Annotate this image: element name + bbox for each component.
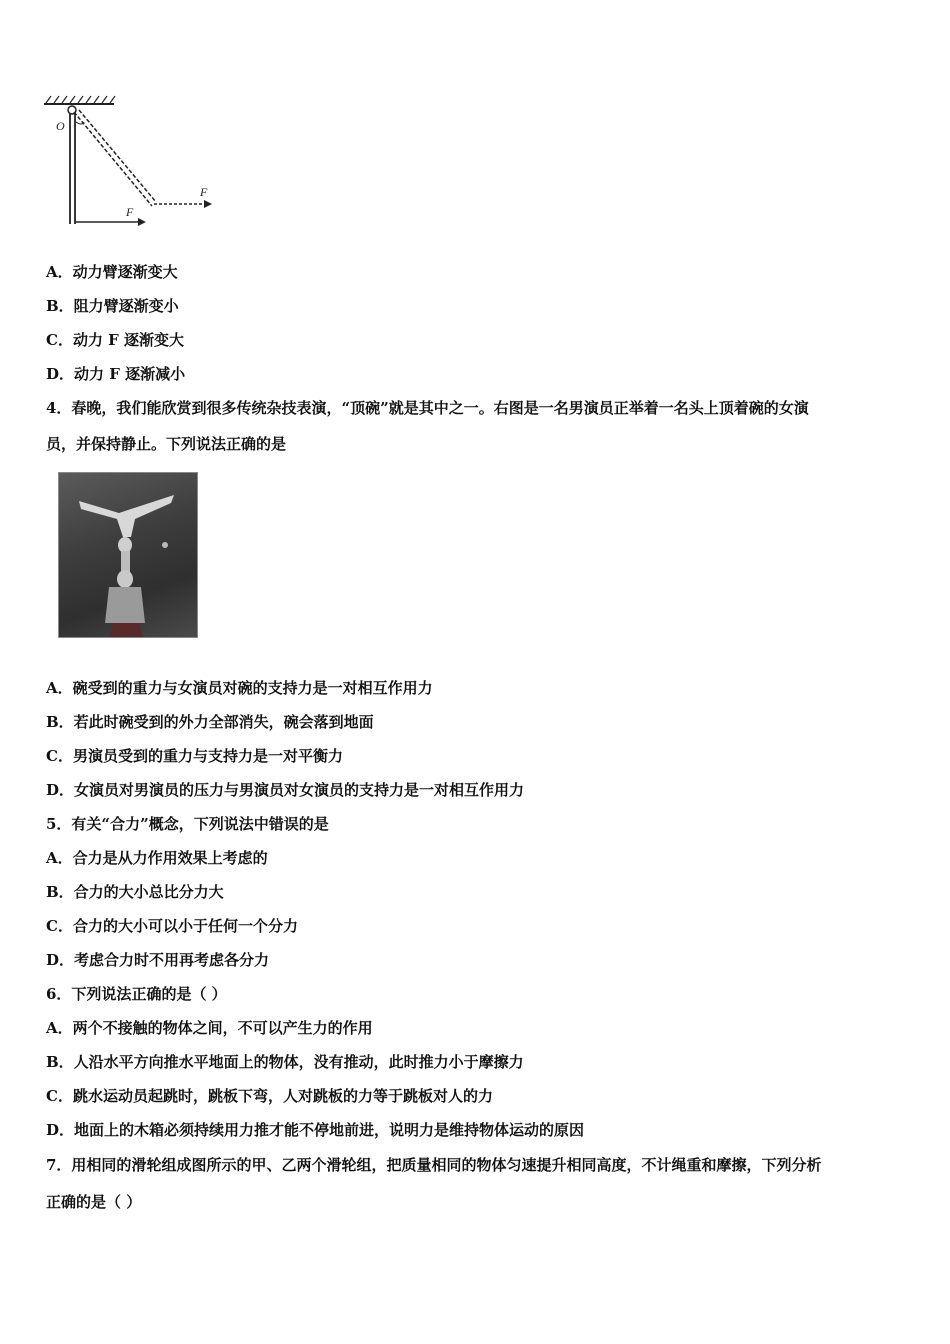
q4-stem-line2: 员，并保持静止。下列说法正确的是 — [46, 435, 287, 453]
q5-option-d: D．考虑合力时不用再考虑各分力 — [46, 951, 270, 969]
q3-option-b: B．阻力臂逐渐变小 — [46, 297, 179, 315]
pivot-label: O — [56, 119, 65, 133]
acrobat-silhouette — [59, 473, 197, 637]
q6-option-a: A．两个不接触的物体之间，不可以产生力的作用 — [46, 1019, 373, 1037]
q5-option-a: A．合力是从力作用效果上考虑的 — [46, 849, 268, 867]
q3-option-c: C．动力 F 逐渐变大 — [46, 331, 185, 349]
q7-stem-line1: 7．用相同的滑轮组成图所示的甲、乙两个滑轮组，把质量相同的物体匀速提升相同高度，不计绳重和摩擦，下列分析 — [46, 1156, 822, 1174]
q4-option-d: D．女演员对男演员的压力与男演员对女演员的支持力是一对相互作用力 — [46, 781, 525, 799]
q4-option-b: B．若此时碗受到的外力全部消失，碗会落到地面 — [46, 713, 374, 731]
q6-option-c: C．跳水运动员起跳时，跳板下弯，人对跳板的力等于跳板对人的力 — [46, 1087, 493, 1105]
q7-stem-line2: 正确的是（ ） — [46, 1193, 142, 1211]
q5-option-b: B．合力的大小总比分力大 — [46, 883, 224, 901]
force-label-bottom: F — [126, 205, 134, 219]
q5-option-c: C．合力的大小可以小于任何一个分力 — [46, 917, 298, 935]
force-label-right: F — [200, 185, 208, 199]
lever-diagram — [40, 92, 225, 234]
q6-option-d: D．地面上的木箱必须持续用力推才能不停地前进，说明力是维持物体运动的原因 — [46, 1121, 585, 1139]
q6-stem: 6．下列说法正确的是（ ） — [46, 985, 227, 1003]
q3-option-a: A．动力臂逐渐变大 — [46, 263, 178, 281]
q3-option-d: D．动力 F 逐渐减小 — [46, 365, 186, 383]
q5-stem: 5．有关“合力”概念，下列说法中错误的是 — [46, 815, 329, 833]
acrobat-photo — [58, 472, 198, 638]
q4-stem-line1: 4．春晚，我们能欣赏到很多传统杂技表演，“顶碗”就是其中之一。右图是一名男演员正举着一名头上顶着碗的女演 — [46, 399, 809, 417]
q4-option-c: C．男演员受到的重力与支持力是一对平衡力 — [46, 747, 343, 765]
q4-option-a: A．碗受到的重力与女演员对碗的支持力是一对相互作用力 — [46, 679, 433, 697]
q6-option-b: B．人沿水平方向推水平地面上的物体，没有推动，此时推力小于摩擦力 — [46, 1053, 524, 1071]
